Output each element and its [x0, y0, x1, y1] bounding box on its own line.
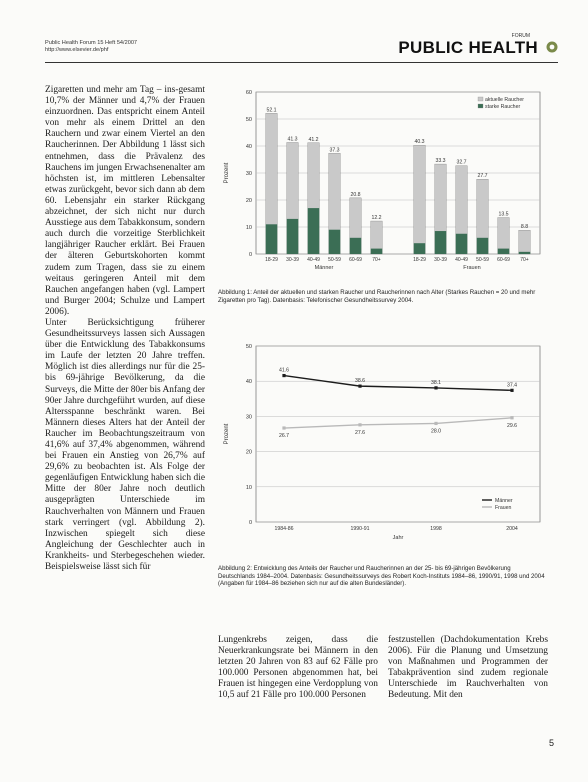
data-point — [434, 386, 437, 389]
legend-swatch — [478, 104, 483, 108]
series-line — [284, 376, 512, 391]
data-label: 29.6 — [506, 422, 518, 429]
bar-starke-raucher — [371, 249, 383, 254]
paragraph-1: Zigaretten und mehr am Tag – ins-gesamt 10,7% der Männer und 4,7% der Frauen einzuordnen. Das entspricht einem Anteil von mehr als einem Drittel an den Rauchern und zwar einem Viertel an den Raucherinnen. Der Abbildung 1 lässt sich entnehmen, dass die Prävalenz des Rauchens im jungen Erwachsenenalter am höchsten ist, im mittleren Lebensalter etwas zurückgeht, bevor sich dann ab dem 60. Lebensjahr ein starker Rückgang abzeichnet, der sich nicht nur durch Ausstiege aus dem Tabakkonsum, sondern auch durch die vorzeitige Sterblichkeit langjähriger Raucher erklärt. Bei Frauen der älteren Geburtskohorten kommt zudem zum Tragen, dass sie zu einem weitaus geringeren Anteil mit dem Rauchen angefangen haben (vgl. Lampert und Burger 2004; Schulze und Lampert 2006). — [45, 85, 205, 317]
page-number: 5 — [548, 738, 554, 748]
data-label: 20.8 — [350, 191, 361, 198]
y-tick-label: 30 — [245, 414, 252, 421]
bar-starke-raucher — [456, 234, 468, 254]
legend-label: Frauen — [495, 505, 512, 511]
group-label-frauen: Frauen — [463, 265, 481, 271]
data-label: 38.6 — [354, 378, 366, 385]
data-label: 13.5 — [498, 211, 509, 218]
x-tick-label: 50-59 — [476, 257, 489, 263]
paragraph-2: Unter Berücksichtigung früherer Gesundheitssurveys lassen sich Aussagen über die Entwicklung des Tabakkonsums im Laufe der letzten 20 Jahre treffen. Möglich ist dies allerdings nur für die 25- bis 69-jährige Bevölkerung, da die Surveys, die Mitte der 80er bis Anfang der 90er Jahre durchgeführt wurden, auf diese Altersspanne beschränkt waren. Bei Männern dieses Alters hat der Anteil der Raucher im Beobachtungszeitraum von 41,6% auf 37,4% abgenommen, während bei Frauen ein Anstieg von 26,7% auf 29,6% zu beobachten ist. Als Folge der gegenläufigen Entwicklung haben sich die Mitte der 80er Jahre noch deutlich ausgeprägten Unterschiede im Rauchverhalten von Männern und Frauen stark verringert (vgl. Abbildung 2). Inzwischen spiegelt sich diese Angleichung der Geschlechter auch in Krankheits- und Sterbegeschehen wieder. Beispielsweise lässt sich für — [45, 317, 205, 573]
series-line — [284, 418, 512, 428]
data-label: 41.6 — [278, 367, 290, 374]
citation — [45, 40, 137, 54]
right-column-text: festzustellen (Dachdokumentation Krebs 2006). Für die Planung und Umsetzung von Maßnahmen und Programmen der Tabakprävention sind zudem regionale Unterschiede im Rauchverhalten von Bedeutung. Mit den — [388, 635, 548, 701]
journal-brand: PUBLIC HEALTH — [398, 38, 538, 57]
figure-1-chart — [218, 82, 548, 282]
bar-starke-raucher — [266, 224, 278, 254]
data-point — [282, 374, 285, 377]
citation-line-1: Public Health Forum 15 Heft 54/2007 — [45, 40, 138, 46]
bar-starke-raucher — [498, 249, 510, 254]
bar-starke-raucher — [329, 230, 341, 254]
plot-frame — [256, 346, 540, 522]
legend-label: Männer — [495, 498, 513, 504]
x-tick-label: 1998 — [430, 526, 442, 532]
legend-label: aktuelle Raucher — [485, 97, 524, 103]
middle-column-text: Lungenkrebs zeigen, dass die Neuerkrankungsrate bei Männern in den letzten 20 Jahren von 83 auf 62 Fälle pro 100.000 Personen abgenommen hat, bei Frauen ist hingegen eine Verdopplung von 10,5 auf 21 Fälle pro 100.000 Personen — [218, 635, 378, 701]
data-label: 8.8 — [520, 224, 529, 231]
x-tick-label: 30-39 — [434, 257, 447, 263]
data-label: 40.3 — [414, 139, 425, 146]
brand-small: FORUM — [511, 33, 530, 39]
figure-1-caption: Abbildung 1: Anteil der aktuellen und starken Raucher und Raucherinnen nach Alter (Starkes Rauchen = 20 und mehr Zigaretten pro Tag). Datenbasis: Telefonischer Gesundheitssurvey 2004. — [218, 289, 536, 304]
x-tick-label: 2004 — [506, 526, 518, 532]
data-label: 32.7 — [456, 159, 467, 166]
y-tick-label: 20 — [245, 449, 252, 456]
x-axis-label: Jahr — [392, 535, 404, 541]
data-point — [510, 416, 513, 419]
data-label: 27.6 — [354, 429, 366, 436]
data-label: 38.1 — [430, 379, 442, 386]
x-tick-label: 40-49 — [455, 257, 468, 263]
figure-2-caption: Abbildung 2: Entwicklung des Anteils der Raucher und Raucherinnen an der 25- bis 69-jährigen Bevölkerung Deutschlands 1984–2004. Datenbasis: Gesundheitssurveys des Robert Koch-Instituts 1984–86, 1990/91, 1998 und 2004 (Angaben für 1984–86 beziehen sich nur auf die alten Bundesländer). — [218, 565, 545, 588]
legend-label: starke Raucher — [485, 104, 521, 110]
data-point — [282, 426, 285, 429]
x-tick-label: 18-29 — [413, 257, 426, 263]
y-tick-label: 40 — [245, 379, 252, 386]
data-label: 33.3 — [435, 158, 446, 165]
x-tick-label: 18-29 — [265, 257, 278, 263]
y-axis-label: Prozent — [224, 162, 230, 184]
data-label: 52.1 — [266, 107, 277, 114]
data-point — [434, 422, 437, 425]
figure-2-chart — [218, 342, 548, 542]
y-tick-label: 0 — [248, 520, 252, 526]
bar-aktuelle-raucher — [519, 230, 531, 254]
bar-aktuelle-raucher — [498, 218, 510, 254]
y-tick-label: 30 — [245, 171, 252, 177]
x-tick-label: 70+ — [372, 257, 381, 263]
journal-logo-icon — [546, 36, 558, 58]
y-axis-label: Prozent — [224, 423, 230, 445]
header-rule — [45, 62, 558, 63]
x-tick-label: 40-49 — [307, 257, 320, 263]
data-label: 41.3 — [287, 136, 298, 143]
bar-starke-raucher — [308, 208, 320, 254]
left-column-text — [45, 85, 205, 573]
data-label: 27.7 — [477, 173, 488, 180]
bar-starke-raucher — [350, 238, 362, 254]
data-label: 37.4 — [506, 382, 518, 389]
y-tick-label: 10 — [245, 225, 252, 231]
data-label: 28.0 — [430, 428, 442, 435]
y-tick-label: 20 — [245, 198, 252, 204]
bar-starke-raucher — [414, 243, 426, 254]
x-tick-label: 1990-91 — [350, 526, 370, 532]
data-label: 26.7 — [278, 433, 290, 440]
y-tick-label: 50 — [245, 344, 252, 350]
y-tick-label: 60 — [245, 90, 252, 96]
data-label: 12.2 — [371, 215, 382, 222]
bar-starke-raucher — [477, 238, 489, 254]
x-tick-label: 60-69 — [349, 257, 362, 263]
data-point — [358, 423, 361, 426]
data-point — [510, 389, 513, 392]
x-tick-label: 70+ — [520, 257, 529, 263]
y-tick-label: 0 — [248, 252, 252, 258]
x-tick-label: 30-39 — [286, 257, 299, 263]
bar-starke-raucher — [519, 252, 531, 254]
bar-aktuelle-raucher — [414, 145, 426, 254]
legend-swatch — [478, 97, 483, 101]
x-tick-label: 50-59 — [328, 257, 341, 263]
y-tick-label: 10 — [245, 484, 252, 491]
data-label: 37.3 — [329, 147, 340, 154]
x-tick-label: 1984-86 — [274, 526, 294, 532]
y-tick-label: 50 — [245, 117, 252, 123]
data-point — [358, 385, 361, 388]
y-tick-label: 40 — [245, 144, 252, 150]
bar-starke-raucher — [287, 219, 299, 254]
group-label-maenner: Männer — [314, 265, 334, 271]
data-label: 41.2 — [308, 136, 319, 143]
x-tick-label: 60-69 — [497, 257, 510, 263]
citation-line-2: http://www.elsevier.de/phf — [45, 47, 109, 53]
bar-starke-raucher — [435, 231, 447, 254]
